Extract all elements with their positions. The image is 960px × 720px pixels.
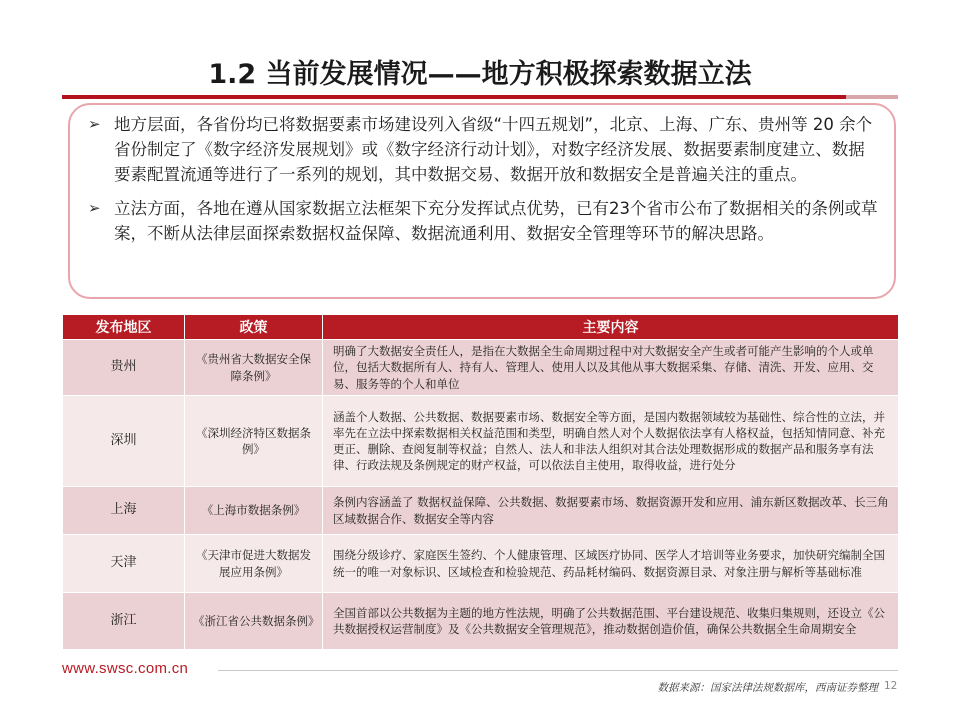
arrow-bullet-icon: ➢ — [88, 199, 101, 217]
table-row — [63, 396, 899, 487]
table-row — [63, 340, 899, 396]
table-header-row — [63, 315, 899, 340]
policy-cell: 《贵州省大数据安全保障条例》 — [185, 340, 323, 396]
bullet-legislation — [88, 196, 878, 246]
bullet-text: 立法方面，各地在遵从国家数据立法框架下充分发挥试点优势，已有23个省市公布了数据相关的条例或草案，不断从法律层面探索数据权益保障、数据流通利用、数据安全管理等环节的解决思路。 — [114, 199, 878, 243]
table-row — [63, 593, 899, 650]
header-region: 发布地区 — [63, 315, 185, 340]
content-cell: 条例内容涵盖了 数据权益保障、公共数据、数据要素市场、数据资源开发和应用、浦东新区数据改革、长三角区域数据合作、数据安全等内容 — [323, 487, 899, 535]
region-cell: 深圳 — [63, 396, 185, 487]
region-cell: 浙江 — [63, 593, 185, 650]
header-content: 主要内容 — [323, 315, 899, 340]
summary-box — [68, 103, 896, 299]
bullet-text: 地方层面，各省份均已将数据要素市场建设列入省级“十四五规划”，北京、上海、广东、贵州等 20 余个省份制定了《数字经济发展规划》或《数字经济行动计划》，对数字经济发展、数据要素制度建立、数据要素配置流通等进行了一系列的规划，其中数据交易、数据开放和数据安全是普遍关注的重点。 — [114, 115, 873, 184]
policy-table — [62, 314, 899, 650]
region-cell: 贵州 — [63, 340, 185, 396]
arrow-bullet-icon: ➢ — [88, 115, 101, 133]
page-number: 12 — [884, 680, 898, 692]
footer-source-note: 数据来源：国家法律法规数据库，西南证券整理 — [657, 682, 878, 694]
bullet-local-level — [88, 112, 878, 187]
footer-website-link[interactable]: www.swsc.com.cn — [62, 660, 189, 677]
content-cell: 围绕分级诊疗、家庭医生签约、个人健康管理、区域医疗协同、医学人才培训等业务要求，加快研究编制全国统一的唯一对象标识、区域检查和检验规范、药品耗材编码、数据资源目录、对象注册与解析等基础标准 — [323, 535, 899, 593]
region-cell: 上海 — [63, 487, 185, 535]
policy-cell: 《深圳经济特区数据条例》 — [185, 396, 323, 487]
content-cell: 明确了大数据安全责任人，是指在大数据全生命周期过程中对大数据安全产生或者可能产生影响的个人或单位，包括大数据所有人、持有人、管理人、使用人以及其他从事大数据采集、存储、清洗、开发、应用、交易、服务等的个人和单位 — [323, 340, 899, 396]
title-divider — [62, 95, 898, 99]
table-row — [63, 487, 899, 535]
title-divider-accent — [846, 95, 898, 99]
slide-title: 1.2 当前发展情况——地方积极探索数据立法 — [208, 59, 752, 90]
policy-cell: 《天津市促进大数据发展应用条例》 — [185, 535, 323, 593]
region-cell: 天津 — [63, 535, 185, 593]
header-policy: 政策 — [185, 315, 323, 340]
content-cell: 全国首部以公共数据为主题的地方性法规，明确了公共数据范围、平台建设规范、收集归集规则，还设立《公共数据授权运营制度》及《公共数据安全管理规范》，推动数据创造价值，确保公共数据全生命周期安全 — [323, 593, 899, 650]
table-row — [63, 535, 899, 593]
policy-cell: 《上海市数据条例》 — [185, 487, 323, 535]
content-cell: 涵盖个人数据、公共数据、数据要素市场、数据安全等方面，是国内数据领域较为基础性、综合性的立法，并率先在立法中探索数据相关权益范围和类型，明确自然人对个人数据依法享有人格权益，包括知情同意、补充更正、删除、查阅复制等权益；自然人、法人和非法人组织对其合法处理数据形成的数据产品和服务享有法律、行政法规及条例规定的财产权益，可以依法自主使用，取得收益，进行处分 — [323, 396, 899, 487]
policy-cell: 《浙江省公共数据条例》 — [185, 593, 323, 650]
footer-divider — [218, 670, 898, 671]
